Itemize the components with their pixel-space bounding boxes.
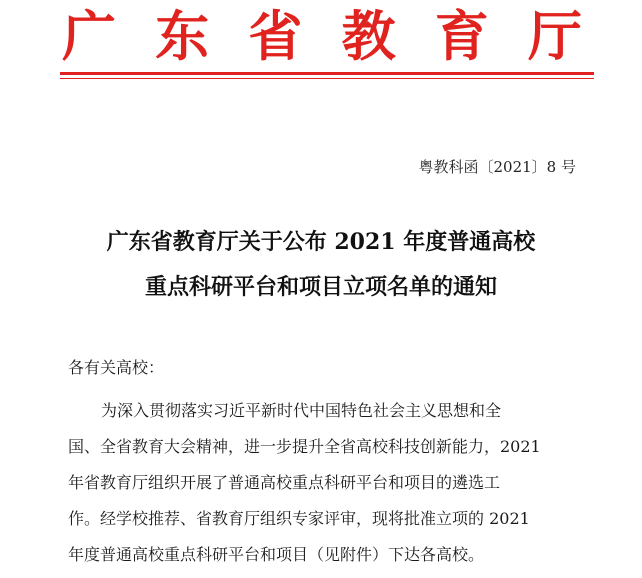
document-number: 粤教科函〔2021〕8 号 bbox=[418, 158, 576, 176]
body-paragraph-line: 年度普通高校重点科研平台和项目（见附件）下达各高校。 bbox=[68, 545, 485, 564]
letterhead-rule-thick bbox=[60, 72, 594, 75]
body-paragraph-line: 国、全省教育大会精神，进一步提升全省高校科技创新能力，2021 bbox=[68, 437, 541, 456]
body-paragraph-line: 作。经学校推荐、省教育厅组织专家评审，现将批准立项的 2021 bbox=[68, 509, 530, 528]
salutation: 各有关高校： bbox=[68, 358, 165, 377]
letterhead-char: 省 bbox=[248, 4, 303, 68]
document-title-line-2: 重点科研平台和项目立项名单的通知 bbox=[144, 274, 497, 300]
document-title-line-1: 广东省教育厅关于公布 2021 年度普通高校 bbox=[106, 229, 536, 255]
letterhead-char: 厅 bbox=[527, 4, 582, 68]
letterhead-rule-thin bbox=[60, 78, 594, 79]
letterhead-char: 广 bbox=[62, 4, 116, 68]
letterhead-char: 东 bbox=[155, 4, 210, 68]
body-paragraph-line: 年省教育厅组织开展了普通高校重点科研平台和项目的遴选工 bbox=[68, 473, 501, 492]
body-paragraph-line: 为深入贯彻落实习近平新时代中国特色社会主义思想和全 bbox=[101, 401, 502, 420]
letterhead-char: 教 bbox=[341, 4, 396, 68]
letterhead-char: 育 bbox=[434, 4, 489, 68]
letterhead-title bbox=[62, 6, 582, 66]
